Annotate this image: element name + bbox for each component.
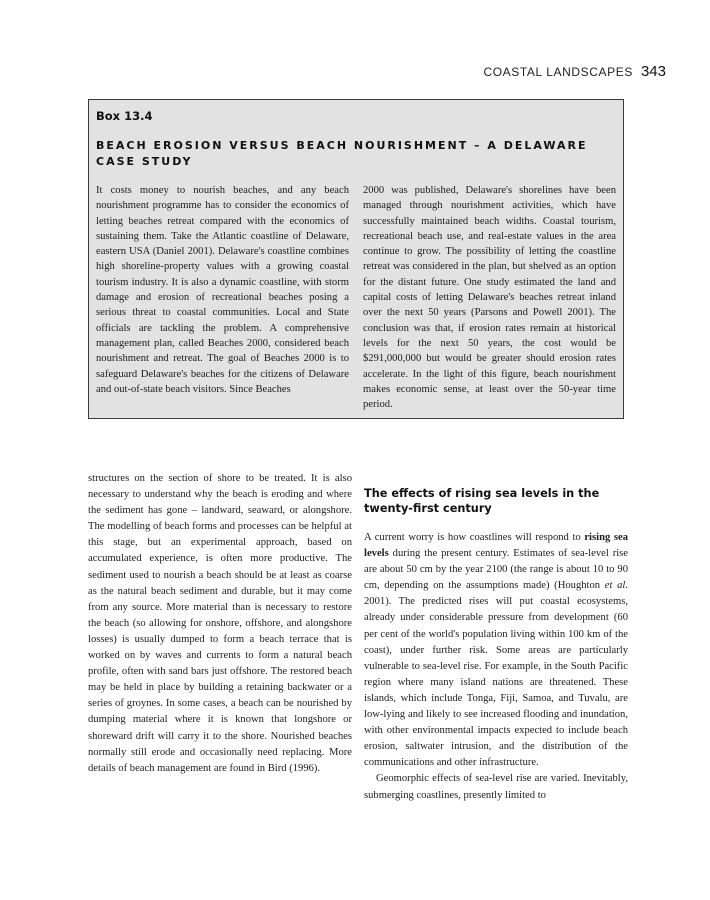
section-title: COASTAL LANDSCAPES — [483, 65, 633, 79]
page-number: 343 — [640, 63, 666, 80]
body-paragraph: structures on the section of shore to be treated. It is also necessary to understand why the beach is eroding and where the sediment has gone – landward, seaward, or alongshore. The modelling of beach forms and processes can be helpful at this stage, but an experimental approach, based on accumulated experience, is often more productive. The sediment used to nourish a beach should be at least as coarse as the natural beach sediment and durable, but it may come from any source. More material than is necessary to restore the beach (so allowing for onshore, offshore, and alongshore losses) is usually dumped to form a beach terrace that is worked on by waves and currents to form a natural beach profile, often with sand bars just offshore. The restored beach may be held in place by building a retaining backwater or a series of groynes. In some cases, a beach can be nourished by dumping material where it is known that longshore or shoreward drift will carry it to the shore. Nourished beaches normally still erode and occasionally need replacing. More details of beach management are found in Bird (1996). — [88, 473, 352, 774]
case-study-box — [88, 99, 624, 419]
body-paragraph — [364, 530, 628, 771]
key-term: rising sea levels — [364, 532, 629, 560]
box-text-right: 2000 was published, Delaware's shorelines have been managed through nourishment activities, which have successfully maintained beach widths. Coastal tourism, recreational beach use, and real-estate values in the area continue to grow. The possibility of letting the coastline retreat was considered in the plan, but shelved as an option for the distant future. One study estimated the land and capital costs of letting Delaware's beaches retreat inland over the next 50 years (Parsons and Powell 2001). The conclusion was that, if erosion rates remain at historical levels for the next 50 years, the cost would be $291,000,000 but would be greater should erosion rates accelerate. In the light of this figure, beach nourishment makes economic sense, at least over the 50-year time period. — [363, 185, 616, 411]
box-title: BEACH EROSION VERSUS BEACH NOURISHMENT – A DELAWARE CASE STUDY — [96, 139, 588, 168]
running-head — [483, 63, 666, 80]
italic-citation: et al. — [604, 580, 628, 592]
text-run: 2001). The predicted rises will put coastal ecosystems, already under considerable pressure from development (60 per cent of the world's population living within 100 km of the coast), under further risk. Some areas are particularly vulnerable to sea-level rise. For example, in the South Pacific region where many island nations are threatened. These islands, which include Tonga, Fiji, Samoa, and Tuvalu, are low-lying and likely to see increased flooding and inundation, with other environmental impacts expected to include beach erosion, saltwater intrusion, and the distribution of the communications and other infrastructure. — [364, 596, 628, 769]
box-text-left: It costs money to nourish beaches, and any beach nourishment programme has to consider the economics of letting beaches retreat compared with the economics of sustaining them. Take the Atlantic coastline of Delaware, eastern USA (Daniel 2001). Delaware's coastline combines high shoreline-property values with a growing coastal tourism industry. It is also a dynamic coastline, with storm damage and erosion of recreational beaches posing a serious threat to coastal communities. Local and State officials are tackling the problem. A comprehensive management plan, called Beaches 2000, considered beach nourishment and retreat. The goal of Beaches 2000 is to safeguard Delaware's beaches for the citizens of Delaware and out-of-state beach visitors. Since Beaches — [96, 185, 349, 395]
section-heading: The effects of rising sea levels in the twenty-first century — [364, 487, 600, 515]
text-run: during the present century. Estimates of sea-level rise are about 50 cm by the year 2100 (the range is about 10 to 90 cm, depending on the assumptions made) (Houghton — [364, 548, 628, 592]
body-paragraph: Geomorphic effects of sea-level rise are varied. Inevitably, submerging coastlines, presently limited to — [364, 773, 628, 801]
body-column-left — [88, 471, 352, 777]
body-column-right — [364, 486, 628, 804]
box-label: Box 13.4 — [96, 109, 153, 123]
text-run: A current worry is how coastlines will respond to — [364, 532, 585, 543]
